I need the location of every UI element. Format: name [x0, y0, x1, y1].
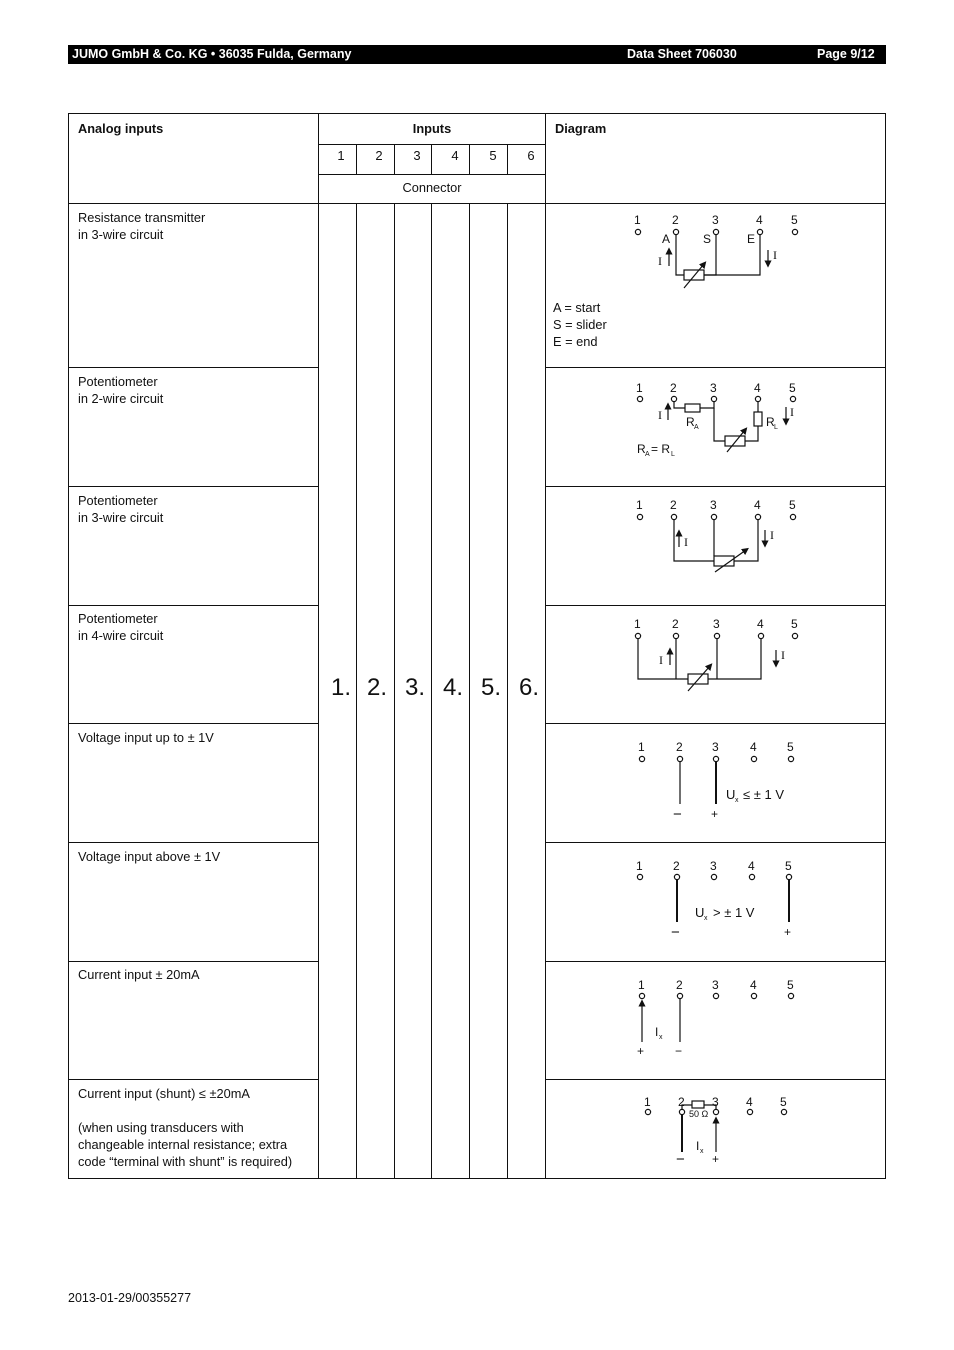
terminal-number: 1 — [636, 381, 643, 395]
minus-sign: − — [676, 1151, 685, 1168]
input-number: 2 — [375, 148, 383, 163]
row-label: Voltage input up to ± 1V — [78, 730, 214, 745]
terminal-number: 1 — [638, 740, 645, 754]
connector-number: 2. — [366, 674, 387, 701]
connector-number: 3. — [404, 674, 425, 701]
terminal-number: 4 — [754, 381, 761, 395]
subscript: x — [704, 915, 708, 922]
terminal-number: 3 — [713, 617, 720, 631]
terminal-number: 2 — [672, 617, 679, 631]
terminal-number: 5 — [791, 617, 798, 631]
minus-sign: − — [675, 1044, 683, 1058]
input-number: 5 — [489, 148, 497, 163]
resistor-rl: R — [766, 415, 775, 429]
terminal-number: 2 — [676, 740, 683, 754]
terminal-number: 3 — [712, 740, 719, 754]
terminal-number: 3 — [712, 213, 719, 227]
row-label: Potentiometer in 4-wire circuit — [78, 611, 164, 643]
current-label: I — [790, 405, 794, 419]
voltage-condition: ≤ ± 1 V — [743, 787, 785, 802]
current-label: I — [658, 254, 662, 268]
resistor-ra: R — [686, 415, 695, 429]
terminal-number: 2 — [672, 213, 679, 227]
subscript: x — [659, 1034, 663, 1041]
input-number: 1 — [337, 148, 345, 163]
terminal-number: 2 — [670, 498, 677, 512]
connector-number: 1. — [330, 674, 351, 701]
connector-number: 5. — [480, 674, 501, 701]
terminal-number: 1 — [636, 859, 643, 873]
connector-number: 4. — [442, 674, 463, 701]
terminal-number: 1 — [644, 1095, 651, 1109]
voltage-label: U — [695, 905, 705, 920]
terminal-number: 3 — [710, 381, 717, 395]
terminal-number: 5 — [789, 498, 796, 512]
company-name: JUMO GmbH & Co. KG • 36035 Fulda, Germany — [72, 47, 352, 61]
col-analog-inputs: Analog inputs — [78, 121, 164, 136]
terminal-number: 4 — [746, 1095, 753, 1109]
label-slider: S — [703, 232, 712, 246]
current-label: I — [773, 248, 777, 262]
plus-sign: + — [784, 925, 792, 939]
row-label: Current input (shunt) ≤ ±20mA (when using transducers with changeable internal resistance; extra code “terminal with shunt” is required) — [78, 1086, 293, 1169]
document-code: 2013-01-29/00355277 — [68, 1291, 192, 1305]
terminal-number: 5 — [780, 1095, 787, 1109]
label-end: E — [747, 232, 756, 246]
subscript: L — [671, 451, 675, 458]
terminal-number: 5 — [787, 978, 794, 992]
terminal-number: 3 — [712, 1095, 719, 1109]
terminal-number: 5 — [787, 740, 794, 754]
subscript: x — [735, 797, 739, 804]
col-inputs: Inputs — [412, 121, 452, 136]
row-label: Potentiometer in 2-wire circuit — [78, 374, 164, 406]
connector-label: Connector — [402, 180, 462, 195]
voltage-condition: > ± 1 V — [713, 905, 755, 920]
subscript: A — [694, 424, 699, 431]
terminal-number: 5 — [789, 381, 796, 395]
terminal-number: 4 — [750, 978, 757, 992]
col-diagram: Diagram — [555, 121, 607, 136]
terminal-number: 2 — [670, 381, 677, 395]
current-label: I — [696, 1139, 700, 1153]
input-number: 3 — [413, 148, 421, 163]
terminal-number: 4 — [756, 213, 763, 227]
datasheet-number: Data Sheet 706030 — [627, 47, 737, 61]
subscript: A — [645, 451, 650, 458]
equation: = R — [651, 442, 671, 456]
current-label: I — [684, 535, 688, 549]
terminal-number: 3 — [710, 498, 717, 512]
minus-sign: − — [671, 924, 680, 941]
page-number: Page 9/12 — [817, 47, 875, 61]
terminal-number: 5 — [791, 213, 798, 227]
terminal-number: 5 — [785, 859, 792, 873]
terminal-number: 2 — [676, 978, 683, 992]
terminal-number: 1 — [636, 498, 643, 512]
legend-line: A = start — [553, 300, 601, 315]
input-number: 6 — [527, 148, 535, 163]
terminal-number: 4 — [754, 498, 761, 512]
row-label: Potentiometer in 3-wire circuit — [78, 493, 164, 525]
row-label: Voltage input above ± 1V — [78, 849, 221, 864]
terminal-number: 1 — [634, 617, 641, 631]
plus-sign: + — [637, 1044, 645, 1058]
terminal-number: 3 — [712, 978, 719, 992]
legend-line: E = end — [553, 334, 598, 349]
voltage-label: U — [726, 787, 736, 802]
subscript: x — [700, 1148, 704, 1155]
terminal-number: 4 — [750, 740, 757, 754]
input-number: 4 — [451, 148, 459, 163]
equation: R — [637, 442, 646, 456]
legend-line: S = slider — [553, 317, 607, 332]
terminal-number: 2 — [673, 859, 680, 873]
shunt-value: 50 Ω — [689, 1109, 709, 1119]
terminal-number: 1 — [638, 978, 645, 992]
current-label: I — [655, 1025, 659, 1039]
minus-sign: − — [673, 806, 682, 823]
connector-number: 6. — [518, 674, 539, 701]
row-label: Resistance transmitter in 3-wire circuit — [78, 210, 206, 242]
label-start: A — [662, 232, 671, 246]
current-label: I — [658, 408, 662, 422]
terminal-number: 1 — [634, 213, 641, 227]
current-label: I — [770, 528, 774, 542]
current-label: I — [781, 648, 785, 662]
terminal-number: 2 — [678, 1095, 685, 1109]
plus-sign: + — [711, 807, 719, 821]
plus-sign: + — [712, 1152, 720, 1166]
row-label: Current input ± 20mA — [78, 967, 200, 982]
terminal-number: 3 — [710, 859, 717, 873]
terminal-number: 4 — [757, 617, 764, 631]
subscript: L — [774, 424, 778, 431]
current-label: I — [659, 653, 663, 667]
terminal-number: 4 — [748, 859, 755, 873]
